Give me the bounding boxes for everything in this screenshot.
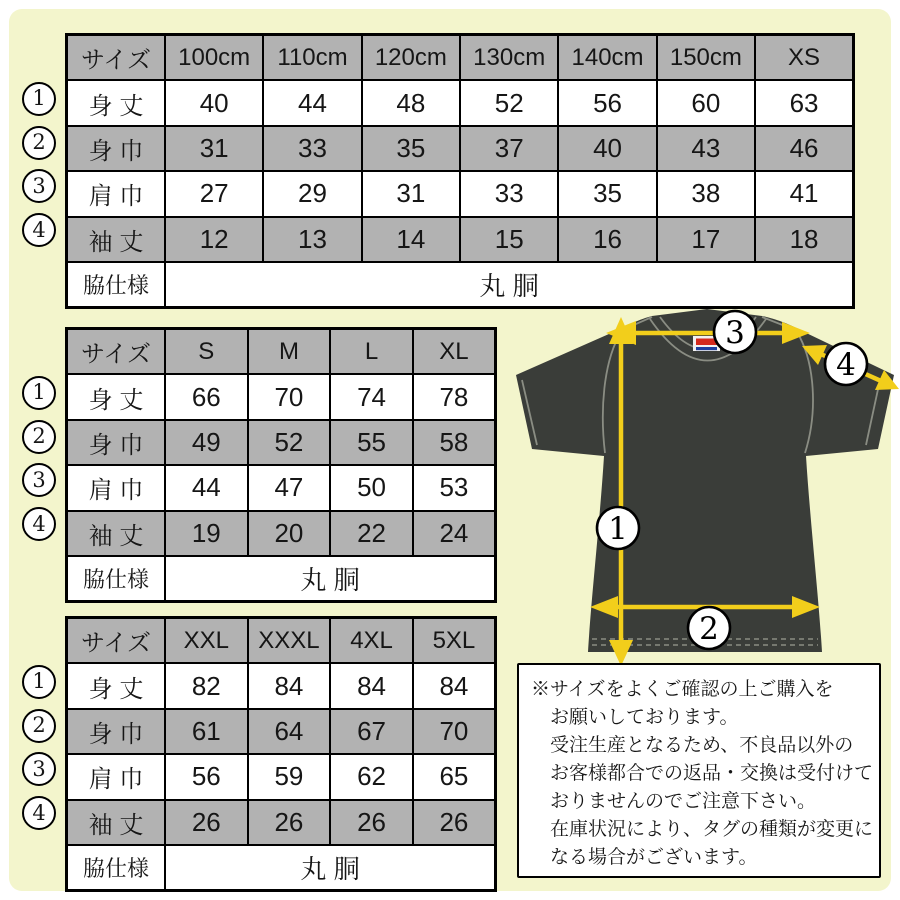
row-label: 肩 巾 [67,465,166,510]
row-marker-circle: 2 [22,126,56,160]
size-value: 31 [165,126,263,171]
plus-row-markers [18,616,60,892]
row-label: 肩 巾 [67,171,166,216]
column-header: M [248,329,331,375]
footer-value: 丸 胴 [165,556,496,602]
size-value: 46 [755,126,853,171]
adult-row-markers [18,327,60,603]
column-header: 4XL [330,618,413,664]
svg-text:3: 3 [725,315,745,351]
footer-label: 脇仕様 [67,845,166,891]
kids-size-table-block [32,33,855,309]
kids-row-markers [18,33,60,309]
size-value: 84 [330,663,413,708]
size-value: 48 [362,80,460,125]
size-value: 26 [165,800,248,845]
size-value: 63 [755,80,853,125]
column-header: サイズ [67,618,166,664]
size-value: 40 [558,126,656,171]
footer-label: 脇仕様 [67,262,166,308]
size-value: 27 [165,171,263,216]
plus-size-table-block [32,616,497,892]
plus-sizes-grid [65,616,497,892]
column-header: 130cm [460,35,558,81]
note-line: お願いしております。 [550,707,739,728]
svg-text:4: 4 [836,347,856,383]
row-marker-circle: 1 [22,665,56,699]
row-label: 身 巾 [67,420,166,465]
row-marker-circle: 3 [22,463,56,497]
size-value: 59 [248,754,331,799]
size-value: 66 [165,374,248,419]
row-label: 肩 巾 [67,754,166,799]
size-value: 65 [413,754,496,799]
size-value: 26 [413,800,496,845]
size-value: 50 [330,465,413,510]
adult-size-table [65,327,497,603]
row-marker-circle: 4 [22,796,56,830]
row-label: 身 丈 [67,80,166,125]
size-value: 70 [248,374,331,419]
row-label: 身 丈 [67,663,166,708]
note-line: おりませんのでご注意下さい。 [550,791,817,812]
size-value: 44 [165,465,248,510]
size-value: 61 [165,709,248,754]
neck-tag-blue-print [696,347,717,350]
diagram-marker-4 [825,343,867,385]
size-value: 41 [755,171,853,216]
size-value: 38 [657,171,755,216]
svg-text:2: 2 [699,611,719,647]
size-value: 18 [755,217,853,262]
column-header: 5XL [413,618,496,664]
size-value: 37 [460,126,558,171]
row-marker-circle: 4 [22,507,56,541]
column-header: 150cm [657,35,755,81]
column-header: 110cm [263,35,361,81]
svg-text:1: 1 [608,511,628,547]
column-header: XL [413,329,496,375]
size-value: 35 [362,126,460,171]
row-label: 身 巾 [67,709,166,754]
footer-value: 丸 胴 [165,845,496,891]
size-value: 17 [657,217,755,262]
note-line: 受注生産となるため、不良品以外の [550,735,854,756]
size-value: 52 [248,420,331,465]
column-header: 100cm [165,35,263,81]
row-marker-circle: 3 [22,752,56,786]
size-value: 22 [330,511,413,556]
size-value: 43 [657,126,755,171]
adult-size-table-block [32,327,497,603]
size-value: 12 [165,217,263,262]
diagram-marker-3 [714,311,756,353]
size-value: 74 [330,374,413,419]
size-value: 33 [263,126,361,171]
size-value: 19 [165,511,248,556]
kids-size-table [65,33,855,309]
size-value: 35 [558,171,656,216]
row-label: 袖 丈 [67,217,166,262]
size-value: 31 [362,171,460,216]
size-value: 49 [165,420,248,465]
size-value: 26 [330,800,413,845]
size-value: 58 [413,420,496,465]
size-value: 84 [248,663,331,708]
note-line: なる場合がございます。 [550,847,758,868]
column-header: XS [755,35,853,81]
neck-tag-red-print [696,339,717,346]
size-value: 84 [413,663,496,708]
size-value: 78 [413,374,496,419]
tshirt-diagram [500,300,900,670]
row-label: 身 巾 [67,126,166,171]
size-value: 40 [165,80,263,125]
size-value: 53 [413,465,496,510]
size-value: 29 [263,171,361,216]
adult-sizes-grid [65,327,497,603]
diagram-marker-1 [597,507,639,549]
note-line: お客様都合での返品・交換は受付けて [550,763,874,784]
size-value: 44 [263,80,361,125]
footer-value: 丸 胴 [165,262,854,308]
kids-sizes-grid [65,33,855,309]
diagram-marker-2 [688,607,730,649]
column-header: サイズ [67,329,166,375]
size-value: 20 [248,511,331,556]
size-value: 62 [330,754,413,799]
column-header: 140cm [558,35,656,81]
size-value: 15 [460,217,558,262]
size-value: 16 [558,217,656,262]
column-header: XXXL [248,618,331,664]
size-value: 70 [413,709,496,754]
column-header: サイズ [67,35,166,81]
size-value: 55 [330,420,413,465]
tshirt-svg [500,300,900,670]
size-value: 13 [263,217,361,262]
note-line: ※サイズをよくご確認の上ご購入を [531,679,834,700]
column-header: L [330,329,413,375]
size-value: 14 [362,217,460,262]
size-value: 67 [330,709,413,754]
size-value: 47 [248,465,331,510]
row-marker-circle: 3 [22,169,56,203]
purchase-note-box [517,663,881,878]
size-value: 64 [248,709,331,754]
row-marker-circle: 4 [22,213,56,247]
plus-size-table [65,616,497,892]
column-header: 120cm [362,35,460,81]
column-header: S [165,329,248,375]
size-value: 33 [460,171,558,216]
row-label: 袖 丈 [67,511,166,556]
row-marker-circle: 1 [22,376,56,410]
size-value: 56 [558,80,656,125]
row-label: 身 丈 [67,374,166,419]
note-line: 在庫状況により、タグの種類が変更に [550,819,874,840]
row-marker-circle: 1 [22,82,56,116]
row-marker-circle: 2 [22,709,56,743]
size-value: 26 [248,800,331,845]
size-value: 60 [657,80,755,125]
row-label: 袖 丈 [67,800,166,845]
size-value: 82 [165,663,248,708]
size-value: 56 [165,754,248,799]
size-value: 52 [460,80,558,125]
row-marker-circle: 2 [22,420,56,454]
column-header: XXL [165,618,248,664]
footer-label: 脇仕様 [67,556,166,602]
size-value: 24 [413,511,496,556]
